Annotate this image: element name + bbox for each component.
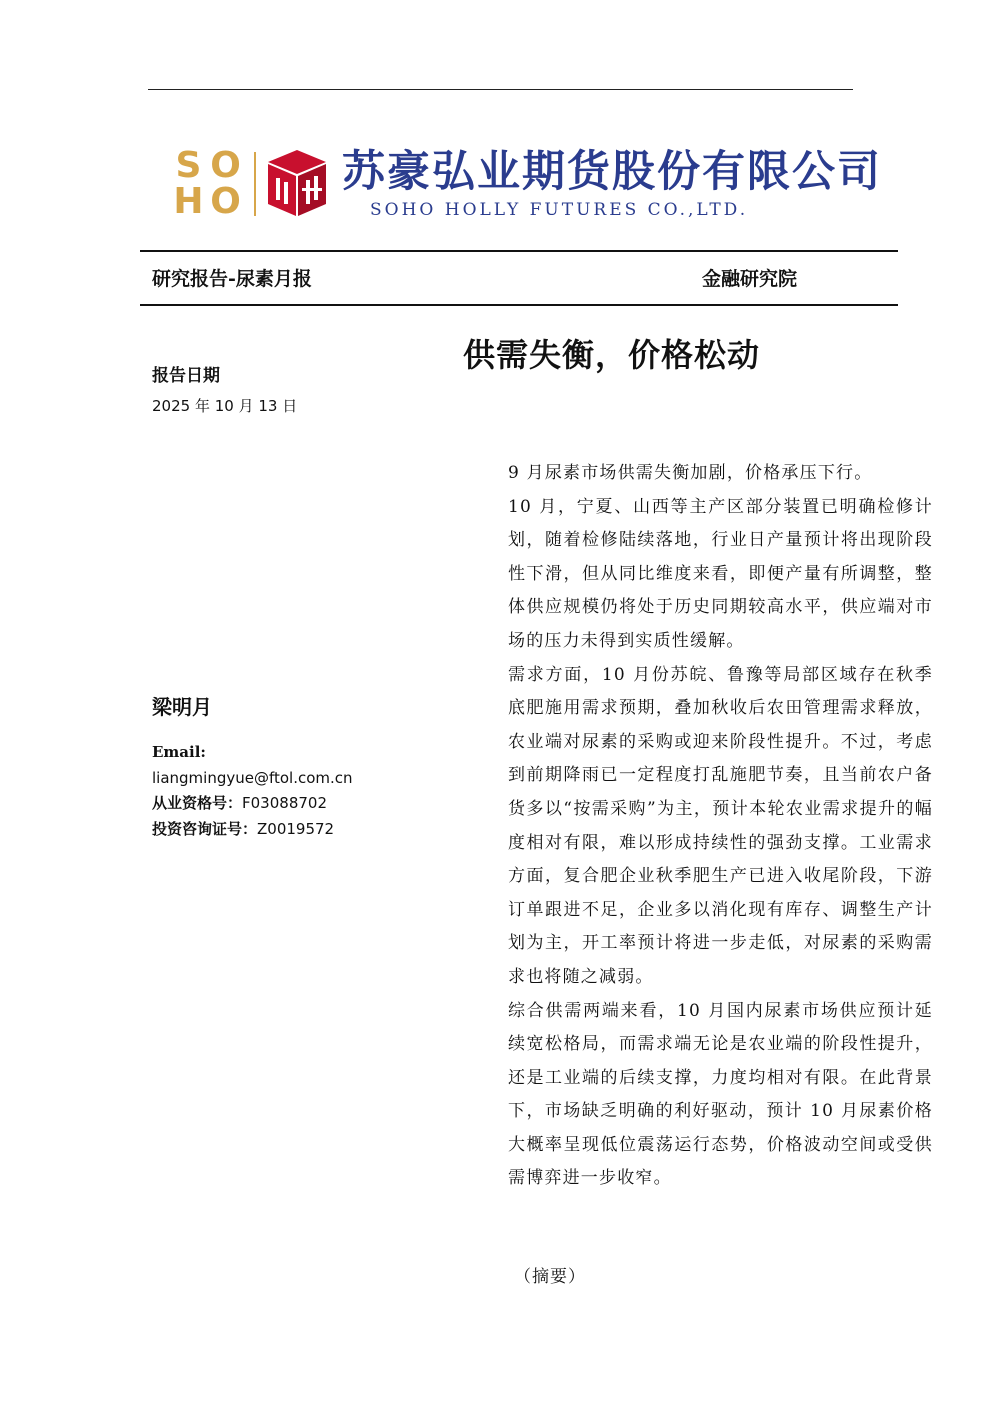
- soho-letter: O: [210, 181, 241, 222]
- consult-value: Z0019572: [257, 819, 335, 838]
- author-contact: [152, 740, 353, 842]
- top-rule: [148, 89, 853, 90]
- soho-logo-mark: [170, 145, 244, 222]
- report-type: 研究报告-尿素月报: [152, 268, 312, 290]
- report-body: [508, 457, 933, 1196]
- author-name: 梁明月: [152, 695, 212, 719]
- license-value: F03088702: [242, 794, 327, 812]
- cube-logo-icon: [266, 148, 328, 218]
- header-rule-top: [140, 250, 898, 252]
- soho-letter: H: [173, 181, 204, 222]
- report-title: 供需失衡，价格松动: [463, 336, 761, 374]
- body-paragraph: 需求方面，10 月份苏皖、鲁豫等局部区域存在秋季底肥施用需求预期，叠加秋收后农田管理需求释放，农业端对尿素的采购或迎来阶段性提升。不过，考虑到前期降雨已一定程度打乱施肥节奏，且当前农户备货多以“按需采购”为主，预计本轮农业需求提升的幅度相对有限，难以形成持续性的强劲支撑。工业需求方面，复合肥企业秋季肥生产已进入收尾阶段，下游订单跟进不足，企业多以消化现有库存、调整生产计划为主，开工率预计将进一步走低，对尿素的采购需求也将随之减弱。: [508, 664, 933, 987]
- company-name-cn: 苏豪弘业期货股份有限公司: [342, 147, 882, 197]
- date-value: 2025 年 10 月 13 日: [152, 397, 298, 415]
- soho-letter: O: [210, 145, 241, 186]
- email-value: liangmingyue@ftol.com.cn: [152, 768, 353, 787]
- date-label: 报告日期: [152, 366, 220, 386]
- company-name-en: SOHO HOLLY FUTURES CO.,LTD.: [370, 200, 749, 220]
- soho-letter: S: [175, 145, 202, 186]
- consult-label: 投资咨询证号：: [152, 819, 258, 838]
- license-label: 从业资格号：: [152, 794, 243, 812]
- body-paragraph: 10 月，宁夏、山西等主产区部分装置已明确检修计划，随着检修陆续落地，行业日产量预计将出现阶段性下滑，但从同比维度来看，即便产量有所调整，整体供应规模仍将处于历史同期较高水平，供应端对市场的压力未得到实质性缓解。: [508, 496, 933, 651]
- summary-tag: （摘要）: [514, 1267, 586, 1287]
- header-rule-bottom: [140, 304, 898, 306]
- body-paragraph: 综合供需两端来看，10 月国内尿素市场供应预计延续宽松格局，而需求端无论是农业端的阶段性提升，还是工业端的后续支撑，力度均相对有限。在此背景下，市场缺乏明确的利好驱动，预计 10 月尿素价格大概率呈现低位震荡运行态势，价格波动空间或受供需博弈进一步收窄。: [508, 1000, 933, 1189]
- email-label: Email:: [152, 743, 206, 761]
- body-paragraph: 9 月尿素市场供需失衡加剧，价格承压下行。: [508, 463, 873, 483]
- logo-divider: [254, 152, 256, 216]
- company-logo: [170, 145, 882, 223]
- department: 金融研究院: [702, 268, 798, 290]
